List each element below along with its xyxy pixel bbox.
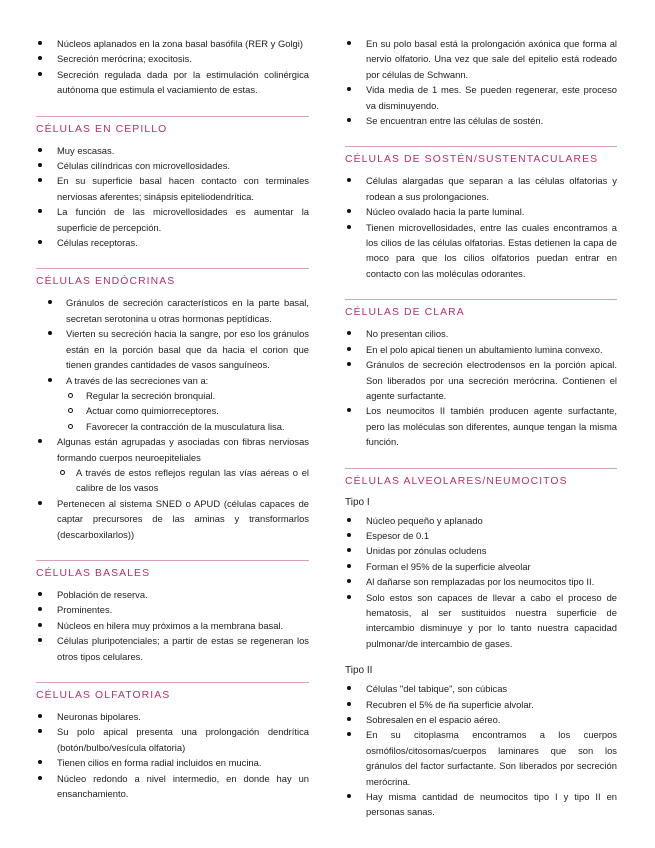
basales-list bbox=[36, 587, 309, 664]
endocrinas-list bbox=[36, 295, 309, 387]
list-item: Gránulos de secreción característicos en la parte basal, secretan serotonina u otras hormonas peptídicas. bbox=[36, 295, 309, 326]
list-item: Núcleos en hilera muy próximos a la membrana basal. bbox=[36, 618, 309, 633]
list-item: A través de las secreciones van a: bbox=[36, 373, 309, 388]
list-item: En su superficie basal hacen contacto con terminales nerviosas aferentes; sinápsis epiteliodendrítica. bbox=[36, 173, 309, 204]
list-item: Su polo apical presenta una prolongación dendrítica (botón/bulbo/vesícula olfatoria) bbox=[36, 724, 309, 755]
top-list-left bbox=[36, 36, 309, 98]
list-item: Tienen microvellosidades, entre las cuales encontramos a los cilios de las células olfatorias. Estas detienen la capa de moco para que los cilios olfatorios puedan entrar en contacto con las moléculas odorantes. bbox=[345, 220, 617, 282]
olfatorias-list bbox=[36, 709, 309, 801]
list-item: Hay misma cantidad de neumocitos tipo I y tipo II en personas sanas. bbox=[345, 789, 617, 820]
sub-list-item: Regular la secreción bronquial. bbox=[36, 388, 309, 403]
sub-list-item: A través de estos reflejos regulan las vías aéreas o el calibre de los vasos bbox=[36, 465, 309, 496]
list-item: Núcleos aplanados en la zona basal basófila (RER y Golgi) bbox=[36, 36, 309, 51]
list-item: Sobresalen en el espacio aéreo. bbox=[345, 712, 617, 727]
list-item: Unidas por zónulas ocludens bbox=[345, 543, 617, 558]
list-item: Los neumocitos II también producen agente surfactante, pero las moléculas son diferentes, aunque tengan la misma función. bbox=[345, 403, 617, 449]
list-item: Población de reserva. bbox=[36, 587, 309, 602]
list-item: Secreción merócrina; exocitosis. bbox=[36, 51, 309, 66]
list-item: Forman el 95% de la superficie alveolar bbox=[345, 559, 617, 574]
section-cepillo bbox=[36, 116, 309, 251]
list-item: Células pluripotenciales; a partir de estas se regeneran los otros tipos celulares. bbox=[36, 633, 309, 664]
list-item: Tienen cilios en forma radial incluidos en mucina. bbox=[36, 755, 309, 770]
section-heading: CÉLULAS BASALES bbox=[36, 560, 309, 581]
top-list-right bbox=[345, 36, 617, 128]
section-heading: CÉLULAS EN CEPILLO bbox=[36, 116, 309, 137]
section-heading: CÉLULAS DE CLARA bbox=[345, 299, 617, 320]
list-item: Células cilíndricas con microvellosidades. bbox=[36, 158, 309, 173]
endocrinas-sublist bbox=[36, 388, 309, 434]
clara-list bbox=[345, 326, 617, 449]
list-item: En su citoplasma encontramos a los cuerpos osmófilos/citosomas/cuerpos laminares que son los gránulos del factor surfactante. Son liberados por secreción merócrina. bbox=[345, 727, 617, 789]
list-item: Células receptoras. bbox=[36, 235, 309, 250]
section-heading: CÉLULAS OLFATORIAS bbox=[36, 682, 309, 703]
list-item: Prominentes. bbox=[36, 602, 309, 617]
list-item: Pertenecen al sistema SNED o APUD (células capaces de captar precursores de las aminas y transformarlos (descarboxilarlos)) bbox=[36, 496, 309, 542]
cepillo-list bbox=[36, 143, 309, 251]
list-item: Al dañarse son remplazadas por los neumocitos tipo II. bbox=[345, 574, 617, 589]
list-item: Núcleo pequeño y aplanado bbox=[345, 513, 617, 528]
section-olfatorias bbox=[36, 682, 309, 801]
sub-list-item: Favorecer la contracción de la musculatura lisa. bbox=[36, 419, 309, 434]
section-alveolares bbox=[345, 468, 617, 820]
endocrinas-list-3 bbox=[36, 496, 309, 542]
list-item: Vierten su secreción hacia la sangre, por eso los gránulos están en la porción basal que da hacia el corion que tienen grandes cantidades de vasos sanguíneos. bbox=[36, 326, 309, 372]
list-item: Neuronas bipolares. bbox=[36, 709, 309, 724]
list-item: Muy escasas. bbox=[36, 143, 309, 158]
list-item: No presentan cilios. bbox=[345, 326, 617, 341]
section-heading: CÉLULAS ENDÓCRINAS bbox=[36, 268, 309, 289]
list-item: Gránulos de secreción electrodensos en la porción apical. Son liberados por una secreción merócrina. Contienen el agente surfactante. bbox=[345, 357, 617, 403]
list-item: En el polo apical tienen un abultamiento lumina convexo. bbox=[345, 342, 617, 357]
sosten-list bbox=[345, 173, 617, 281]
tipo1-list bbox=[345, 513, 617, 652]
section-sosten bbox=[345, 146, 617, 281]
list-item: Se encuentran entre las células de sostén. bbox=[345, 113, 617, 128]
section-basales bbox=[36, 560, 309, 664]
subheading-tipo-2: Tipo II bbox=[345, 665, 373, 677]
subheading-tipo-1: Tipo I bbox=[345, 496, 370, 508]
endocrinas-sublist-2 bbox=[36, 465, 309, 496]
list-item: Células alargadas que separan a las células olfatorias y rodean a sus prolongaciones. bbox=[345, 173, 617, 204]
tipo2-list bbox=[345, 681, 617, 820]
endocrinas-list-2 bbox=[36, 434, 309, 465]
list-item: Células "del tabique", son cúbicas bbox=[345, 681, 617, 696]
list-item: Vida media de 1 mes. Se pueden regenerar, este proceso va disminuyendo. bbox=[345, 82, 617, 113]
section-endocrinas bbox=[36, 268, 309, 542]
list-item: En su polo basal está la prolongación axónica que forma al nervio olfatorio. Una vez que sale del epitelio está rodeado por células de Schwann. bbox=[345, 36, 617, 82]
section-heading: CÉLULAS DE SOSTÉN/SUSTENTACULARES bbox=[345, 146, 617, 167]
list-item: Algunas están agrupadas y asociadas con fibras nerviosas formando cuerpos neuroepiteliales bbox=[36, 434, 309, 465]
left-column bbox=[36, 36, 309, 801]
section-clara bbox=[345, 299, 617, 449]
sub-list-item: Actuar como quimiorreceptores. bbox=[36, 403, 309, 418]
list-item: Solo estos son capaces de llevar a cabo el proceso de hematosis, al ser sustituidos nuestra superficie de intercambio disminuye y por lo tanto nuestra capacidad pulmonar/de intercambio de gases. bbox=[345, 590, 617, 652]
list-item: Recubren el 5% de ña superficie alvolar. bbox=[345, 697, 617, 712]
list-item: La función de las microvellosidades es aumentar la superficie de percepción. bbox=[36, 204, 309, 235]
list-item: Secreción regulada dada por la estimulación colinérgica autónoma que estimula el vaciamiento de estas. bbox=[36, 67, 309, 98]
section-heading: CÉLULAS ALVEOLARES/NEUMOCITOS bbox=[345, 468, 617, 489]
list-item: Núcleo ovalado hacia la parte luminal. bbox=[345, 204, 617, 219]
list-item: Núcleo redondo a nivel intermedio, en donde hay un ensanchamiento. bbox=[36, 771, 309, 802]
list-item: Espesor de 0.1 bbox=[345, 528, 617, 543]
right-column bbox=[345, 36, 617, 820]
